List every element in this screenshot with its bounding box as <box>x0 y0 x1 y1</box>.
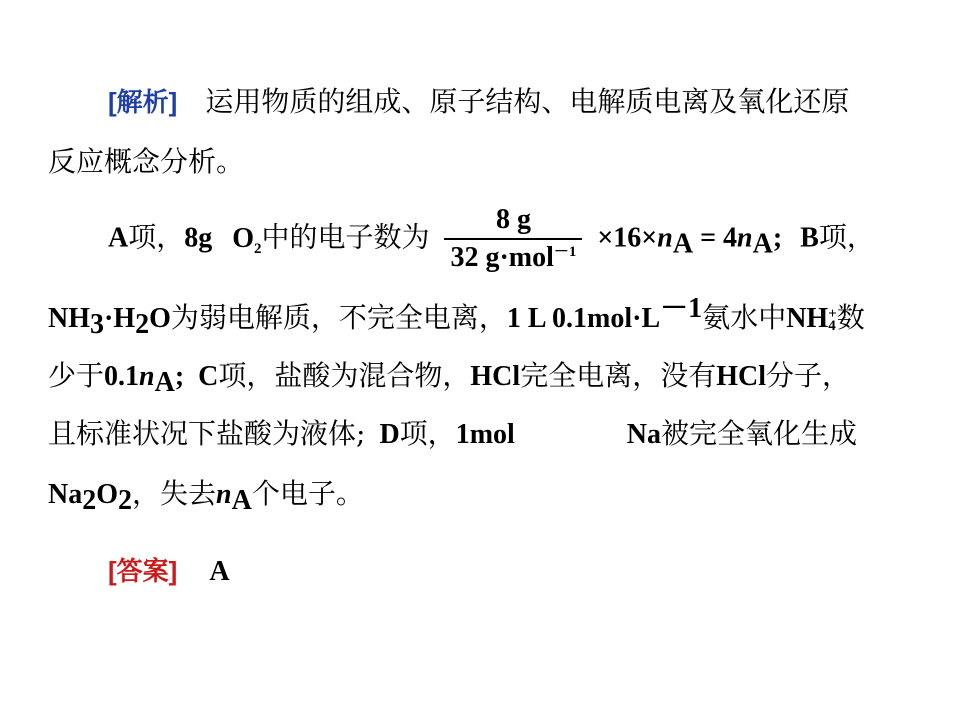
analysis-line-5 <box>48 356 850 397</box>
semicolon-2: ; <box>174 361 185 392</box>
option-a-suffix: 项， <box>128 220 185 254</box>
complete-ionization-text: 完全电离，没有 <box>520 359 717 392</box>
fraction <box>444 204 582 274</box>
liquid-text: 且标准状况下盐酸为液体; <box>48 417 366 450</box>
fraction-den-text: 32 g·mol <box>450 242 554 273</box>
answer-line <box>108 551 230 592</box>
na-symbol-4: n <box>216 479 232 510</box>
option-d-label: D <box>379 419 400 450</box>
option-c-label: C <box>198 361 219 392</box>
value-0-1: 0.1 <box>104 361 140 392</box>
option-b-label: B <box>800 222 819 254</box>
o2-formula: O <box>232 222 255 254</box>
na-sub-4: A <box>231 485 252 516</box>
electron-count-text: 中的电子数为 <box>261 220 430 254</box>
na2o2-o: O <box>96 479 119 510</box>
hcl-1: HCl <box>470 361 521 392</box>
na2o2-o-sub: 2 <box>118 485 133 516</box>
o2-subscript: 2 <box>254 240 262 257</box>
nh4-formula: NH <box>786 303 829 334</box>
h2o-formula: ·H <box>104 303 136 334</box>
weak-electrolyte-text: 为弱电解质，不完全电离， <box>170 301 507 334</box>
analysis-line-7 <box>48 474 364 515</box>
less-than-text: 少于 <box>48 359 105 392</box>
analysis-line-1 <box>108 82 849 122</box>
analysis-line-3 <box>108 204 875 274</box>
fraction-denominator <box>444 240 582 274</box>
option-a-label: A <box>108 222 129 254</box>
equals-4: = 4 <box>693 222 738 254</box>
na-symbol-2: n <box>737 222 753 254</box>
lose-text: ，失去 <box>132 477 217 510</box>
hcl-2: HCl <box>716 361 766 392</box>
h2o-o: O <box>149 303 171 334</box>
electrons-text: 个电子。 <box>251 477 364 510</box>
mass-8g: 8g <box>184 222 213 254</box>
na-sub-1: A <box>672 228 694 260</box>
semicolon: ; <box>772 222 783 254</box>
na-element: Na <box>626 419 662 450</box>
one-mol: 1mol <box>455 419 515 450</box>
h2o-sub: 2 <box>135 309 150 340</box>
answer-tag: [答案] <box>108 556 178 586</box>
na-symbol-1: n <box>657 222 673 254</box>
oxidized-text: 被完全氧化生成 <box>661 417 858 450</box>
analysis-tag: [解析] <box>108 87 178 117</box>
nh3-sub: 3 <box>90 309 104 340</box>
nh4-charge: + <box>828 305 837 322</box>
na-sub-3: A <box>154 367 175 398</box>
analysis-text-1: 运用物质的组成、原子结构、电解质电离及氧化还原 <box>205 85 850 118</box>
option-c-text: 项，盐酸为混合物， <box>218 359 471 392</box>
answer-value: A <box>209 556 230 587</box>
na-sub-2: A <box>752 228 773 260</box>
analysis-line-2 <box>48 142 244 182</box>
nh3-formula: NH <box>48 303 90 334</box>
nh4-sub: 4 <box>828 317 836 334</box>
na-symbol-3: n <box>139 361 155 392</box>
times-16: ×16× <box>597 222 658 254</box>
count-text: 数 <box>836 301 865 334</box>
analysis-line-6 <box>48 414 857 455</box>
analysis-line-4 <box>48 293 865 340</box>
fraction-den-sup: －1 <box>553 244 577 260</box>
option-d-suffix: 项， <box>399 417 456 450</box>
option-b-suffix: 项， <box>818 220 875 254</box>
molecule-text: 分子， <box>765 359 850 392</box>
analysis-text-2: 反应概念分析。 <box>48 145 245 178</box>
ammonia-text: 氨水中 <box>702 301 787 334</box>
na2o2-na: Na <box>48 479 83 510</box>
concentration-sup: －1 <box>660 293 703 324</box>
concentration: 1 L 0.1mol·L <box>506 303 661 334</box>
fraction-numerator: 8 g <box>444 204 582 240</box>
na2o2-na-sub: 2 <box>82 485 97 516</box>
